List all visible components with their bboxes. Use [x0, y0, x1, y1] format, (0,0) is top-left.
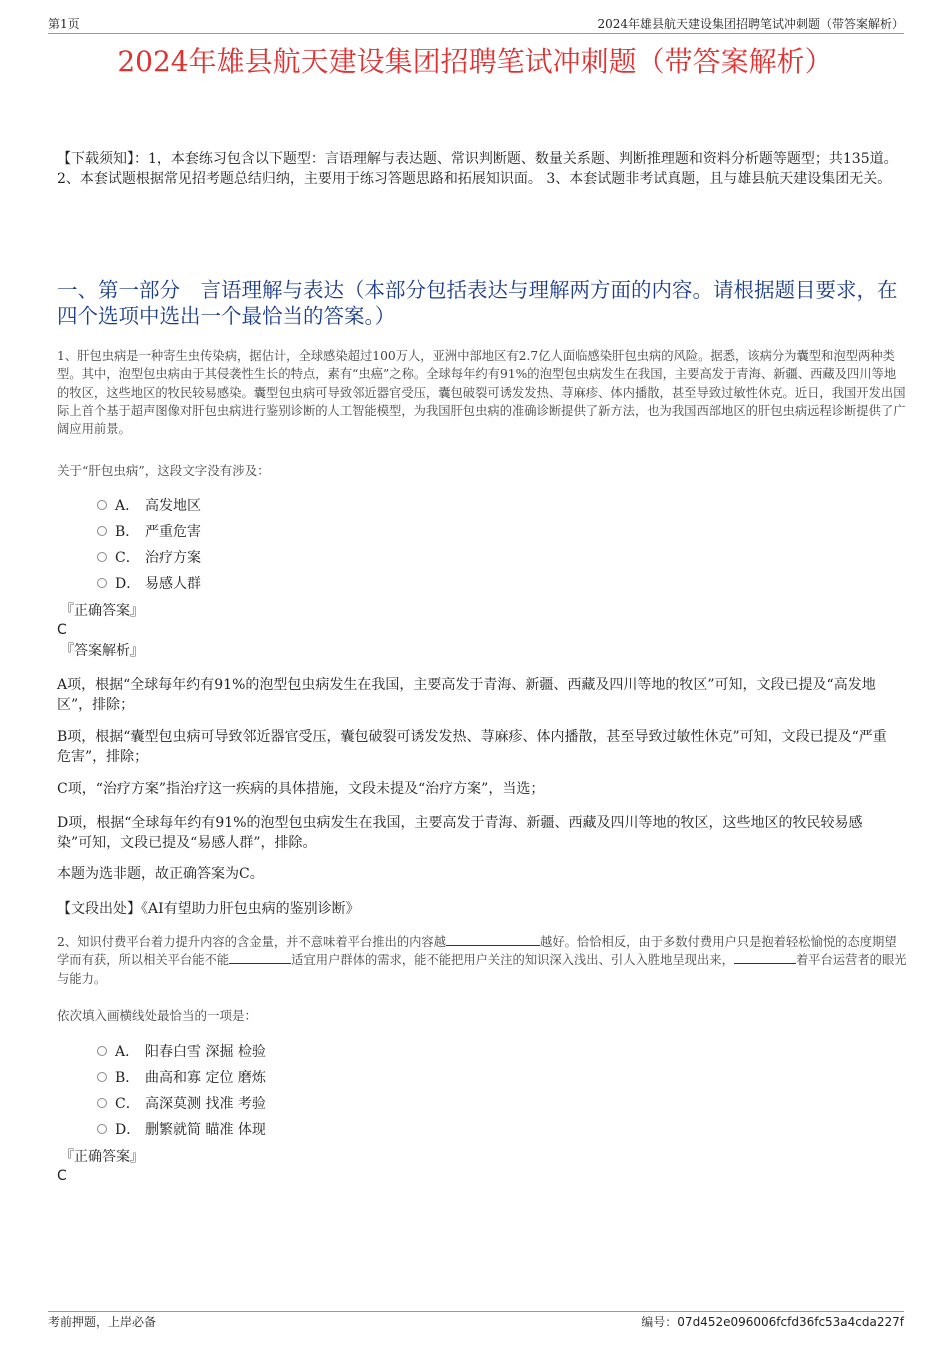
analysis-item-b: B项，根据“囊型包虫病可导致邻近器官受压，囊包破裂可诱发发热、荨麻疹、体内播散，甚至导致过敏性休克”可知，文段已提及“严重危害”，排除；	[57, 729, 887, 765]
question-2-text-part1: 2、知识付费平台着力提升内容的含金量，并不意味着平台推出的内容越	[57, 935, 447, 949]
header-doc-title: 2024年雄县航天建设集团招聘笔试冲刺题（带答案解析）	[597, 17, 904, 31]
page-number: 第1页	[48, 17, 80, 31]
question-1-option-b[interactable]	[97, 522, 201, 542]
question-2-option-a[interactable]	[97, 1042, 266, 1062]
option-text: 高深莫测 找准 考验	[145, 1096, 266, 1112]
question-2-text-part4: 着平台运营者的眼光与能力。	[57, 953, 907, 986]
question-1-prompt: 关于“肝包虫病”，这段文字没有涉及：	[57, 463, 270, 478]
section-heading: 一、第一部分 言语理解与表达（本部分包括表达与理解两方面的内容。请根据题目要求，在四个选项中选出一个最恰当的答案。）	[57, 278, 898, 328]
analysis-conclusion: 本题为选非题，故正确答案为C。	[57, 866, 264, 882]
radio-icon[interactable]	[97, 578, 107, 588]
question-1-answer-label: 『正确答案』	[60, 603, 144, 619]
footer-code-value: 07d452e096006fcfd36fc53a4cda227f	[677, 1315, 904, 1329]
blank-line	[734, 951, 796, 964]
analysis-item-c: C项，“治疗方案”指治疗这一疾病的具体措施，文段未提及“治疗方案”，当选；	[57, 781, 545, 797]
analysis-item-a: A项，根据“全球每年约有91%的泡型包虫病发生在我国，主要高发于青海、新疆、西藏及四川等地的牧区”可知，文段已提及“高发地区”，排除；	[57, 677, 876, 713]
page-title: 2024年雄县航天建设集团招聘笔试冲刺题（带答案解析）	[117, 45, 833, 78]
analysis-item-d: D项，根据“全球每年约有91%的泡型包虫病发生在我国，主要高发于青海、新疆、西藏及四川等地的牧区，这些地区的牧民较易感染”可知，文段已提及“易感人群”，排除。	[57, 815, 863, 851]
option-letter: C．	[115, 1096, 140, 1112]
option-letter: B．	[115, 524, 140, 540]
blank-line	[446, 933, 540, 946]
option-text: 曲高和寡 定位 磨炼	[145, 1070, 266, 1086]
footer-code	[641, 1313, 904, 1330]
question-1-option-d[interactable]	[97, 574, 201, 594]
question-1-answer: C	[57, 622, 67, 638]
question-1-source: 【文段出处】《AI有望助力肝包虫病的鉴别诊断》	[57, 901, 360, 917]
question-2-option-c[interactable]	[97, 1094, 266, 1114]
option-text: 高发地区	[145, 498, 201, 514]
question-1-analysis-label: 『答案解析』	[60, 643, 144, 659]
option-text: 严重危害	[145, 524, 201, 540]
radio-icon[interactable]	[97, 500, 107, 510]
question-2-option-b[interactable]	[97, 1068, 266, 1088]
footer-divider	[48, 1311, 904, 1312]
option-text: 阳春白雪 深掘 检验	[145, 1044, 266, 1060]
question-2-text-part2: 越好。恰恰相反，由于多数付费用户只是抱着轻松愉悦的态度期望学而有获，所以相关平台能不能	[57, 935, 897, 968]
option-letter: D．	[115, 1122, 141, 1138]
option-text: 删繁就简 瞄准 体现	[145, 1122, 266, 1138]
question-1-option-c[interactable]	[97, 548, 201, 568]
footer-slogan: 考前押题，上岸必备	[48, 1315, 157, 1329]
option-letter: C．	[115, 550, 140, 566]
option-letter: D．	[115, 576, 141, 592]
option-text: 治疗方案	[145, 550, 201, 566]
question-2-answer: C	[57, 1168, 67, 1184]
option-text: 易感人群	[145, 576, 201, 592]
footer-code-label: 编号：	[641, 1315, 678, 1329]
question-2-text-part3: 适宜用户群体的需求，能不能把用户关注的知识深入浅出、引人入胜地呈现出来，	[291, 953, 734, 968]
radio-icon[interactable]	[97, 1098, 107, 1108]
radio-icon[interactable]	[97, 526, 107, 536]
blank-line	[229, 951, 291, 964]
question-2-prompt: 依次填入画横线处最恰当的一项是：	[57, 1008, 258, 1023]
question-2-option-d[interactable]	[97, 1120, 266, 1140]
question-1-text: 1、肝包虫病是一种寄生虫传染病，据估计，全球感染超过100万人，亚洲中部地区有2.7亿人面临感染肝包虫病的风险。据悉，该病分为囊型和泡型两种类型。其中，泡型包虫病由于其侵袭性生长的特点，素有“虫癌”之称。全球每年约有91%的泡型包虫病发生在我国，主要高发于青海、新疆、西藏及四川等地的牧区，这些地区的牧民较易感染。囊型包虫病可导致邻近器官受压，囊包破裂可诱发发热、荨麻疹、体内播散，甚至导致过敏性休克。近日，我国开发出国际上首个基于超声图像对肝包虫病进行鉴别诊断的人工智能模型，为我国肝包虫病的准确诊断提供了新方法，也为我国西部地区的肝包虫病远程诊断提供了广阔应用前景。	[57, 349, 906, 437]
radio-icon[interactable]	[97, 1072, 107, 1082]
page-footer	[48, 1313, 904, 1331]
option-letter: A．	[115, 1044, 140, 1060]
question-1-option-a[interactable]	[97, 496, 201, 516]
radio-icon[interactable]	[97, 552, 107, 562]
header-divider	[48, 33, 904, 34]
question-2-text	[57, 933, 907, 988]
radio-icon[interactable]	[97, 1046, 107, 1056]
question-2-answer-label: 『正确答案』	[60, 1149, 144, 1165]
option-letter: B．	[115, 1070, 140, 1086]
radio-icon[interactable]	[97, 1124, 107, 1134]
download-notice: 【下载须知】：1，本套练习包含以下题型：言语理解与表达题、常识判断题、数量关系题、判断推理题和资料分析题等题型；共135道。 2、本套试题根据常见招考题总结归纳，主要用于练习答题思路和拓展知识面。 3、本套试题非考试真题，且与雄县航天建设集团无关。	[57, 151, 898, 187]
page-header	[48, 15, 904, 33]
option-letter: A．	[115, 498, 140, 514]
